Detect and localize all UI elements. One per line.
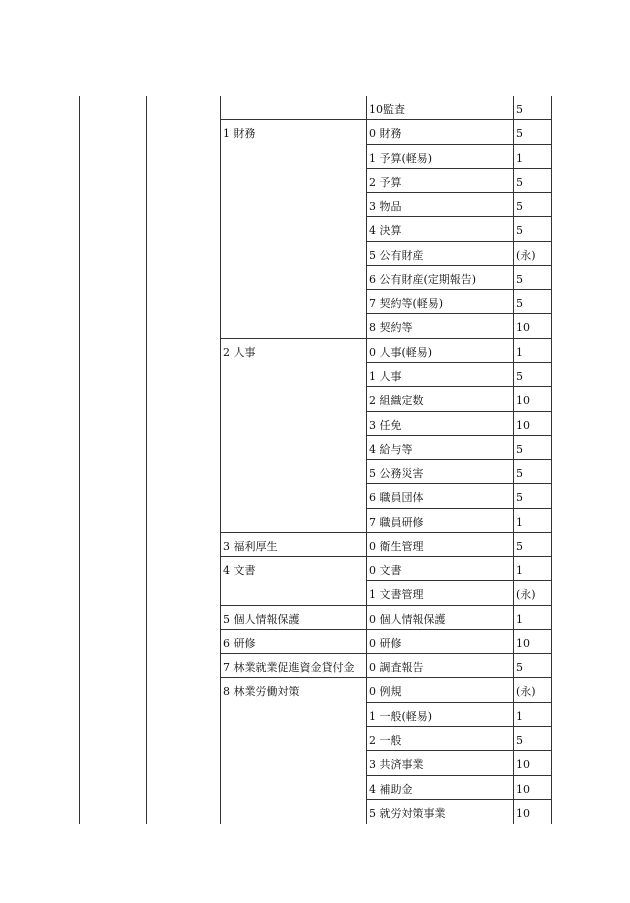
retention-period: 10 xyxy=(516,321,530,334)
retention-period: 1 xyxy=(516,516,523,529)
retention-period: 5 xyxy=(516,370,523,383)
row-divider xyxy=(366,508,551,509)
retention-period: 5 xyxy=(516,661,523,674)
retention-period: 5 xyxy=(516,200,523,213)
group-divider xyxy=(220,677,551,678)
row-divider xyxy=(366,726,551,727)
middle-category: 5 個人情報保護 xyxy=(223,613,300,626)
row-divider xyxy=(366,362,551,363)
retention-period: 1 xyxy=(516,710,523,723)
retention-period: 5 xyxy=(516,540,523,553)
column-line-a xyxy=(79,96,80,824)
sub-category: 5 公務災害 xyxy=(369,467,424,480)
row-divider xyxy=(366,289,551,290)
sub-category: 1 文書管理 xyxy=(369,588,424,601)
sub-category: 0 人事(軽易) xyxy=(369,346,433,359)
retention-period: 10 xyxy=(516,758,530,771)
sub-category: 0 調査報告 xyxy=(369,661,424,674)
row-divider xyxy=(366,483,551,484)
retention-period: (永) xyxy=(516,588,536,601)
retention-period: 1 xyxy=(516,564,523,577)
middle-category: 7 林業就業促進資金貸付金 xyxy=(223,661,355,674)
row-divider xyxy=(366,750,551,751)
retention-period: 10 xyxy=(516,394,530,407)
retention-period: 5 xyxy=(516,734,523,747)
sub-category: 1 人事 xyxy=(369,370,402,383)
row-divider xyxy=(366,775,551,776)
retention-period: 5 xyxy=(516,273,523,286)
middle-category: 8 林業労働対策 xyxy=(223,685,300,698)
sub-category: 3 共済事業 xyxy=(369,758,424,771)
sub-category: 1 予算(軽易) xyxy=(369,152,433,165)
middle-category: 2 人事 xyxy=(223,346,256,359)
retention-period: 1 xyxy=(516,346,523,359)
sub-category: 2 一般 xyxy=(369,734,402,747)
retention-period: (永) xyxy=(516,685,536,698)
sub-category: 0 財務 xyxy=(369,127,402,140)
group-divider xyxy=(220,532,551,533)
group-divider xyxy=(220,605,551,606)
sub-category: 1 一般(軽易) xyxy=(369,710,433,723)
sub-category: 0 個人情報保護 xyxy=(369,613,446,626)
sub-category: 4 補助金 xyxy=(369,783,413,796)
retention-period: 10 xyxy=(516,807,530,820)
middle-category: 4 文書 xyxy=(223,564,256,577)
retention-period: 10 xyxy=(516,783,530,796)
sub-category: 6 職員団体 xyxy=(369,491,424,504)
row-divider xyxy=(366,241,551,242)
retention-period: 5 xyxy=(516,176,523,189)
group-divider xyxy=(220,653,551,654)
group-divider xyxy=(220,119,551,120)
middle-category: 3 福利厚生 xyxy=(223,540,278,553)
sub-category: 8 契約等 xyxy=(369,321,413,334)
middle-category: 1 財務 xyxy=(223,127,256,140)
sub-category: 0 衛生管理 xyxy=(369,540,424,553)
sub-category: 2 予算 xyxy=(369,176,402,189)
retention-period: 5 xyxy=(516,467,523,480)
sub-category: 0 文書 xyxy=(369,564,402,577)
retention-period: 5 xyxy=(516,224,523,237)
sub-category: 3 物品 xyxy=(369,200,402,213)
sub-category: 2 組織定数 xyxy=(369,394,424,407)
sub-category: 4 決算 xyxy=(369,224,402,237)
row-divider xyxy=(366,386,551,387)
column-line-f xyxy=(551,96,552,824)
column-line-c xyxy=(220,96,221,824)
middle-category: 6 研修 xyxy=(223,637,256,650)
row-divider xyxy=(366,216,551,217)
retention-period: 10 xyxy=(516,637,530,650)
column-line-b xyxy=(146,96,147,824)
row-divider xyxy=(366,702,551,703)
sub-category: 10監査 xyxy=(369,103,405,116)
row-divider xyxy=(366,168,551,169)
sub-category: 5 公有財産 xyxy=(369,249,424,262)
row-divider xyxy=(366,265,551,266)
sub-category: 4 給与等 xyxy=(369,443,413,456)
column-line-d xyxy=(366,96,367,824)
sub-category: 7 契約等(軽易) xyxy=(369,297,444,310)
group-divider xyxy=(220,338,551,339)
column-line-e xyxy=(513,96,514,824)
row-divider xyxy=(366,459,551,460)
sub-category: 0 例規 xyxy=(369,685,402,698)
sub-category: 6 公有財産(定期報告) xyxy=(369,273,477,286)
row-divider xyxy=(366,435,551,436)
retention-period: 5 xyxy=(516,443,523,456)
sub-category: 7 職員研修 xyxy=(369,516,424,529)
retention-period: 1 xyxy=(516,613,523,626)
retention-period: 5 xyxy=(516,297,523,310)
group-divider xyxy=(220,629,551,630)
row-divider xyxy=(366,144,551,145)
sub-category: 3 任免 xyxy=(369,419,402,432)
retention-period: 1 xyxy=(516,152,523,165)
retention-period: 5 xyxy=(516,127,523,140)
sub-category: 0 研修 xyxy=(369,637,402,650)
row-divider xyxy=(366,799,551,800)
retention-period: 5 xyxy=(516,491,523,504)
row-divider xyxy=(366,192,551,193)
group-divider xyxy=(220,556,551,557)
retention-period: 10 xyxy=(516,419,530,432)
row-divider xyxy=(366,411,551,412)
row-divider xyxy=(366,580,551,581)
sub-category: 5 就労対策事業 xyxy=(369,807,446,820)
retention-period: 5 xyxy=(516,103,523,116)
retention-period: (永) xyxy=(516,249,536,262)
row-divider xyxy=(366,313,551,314)
